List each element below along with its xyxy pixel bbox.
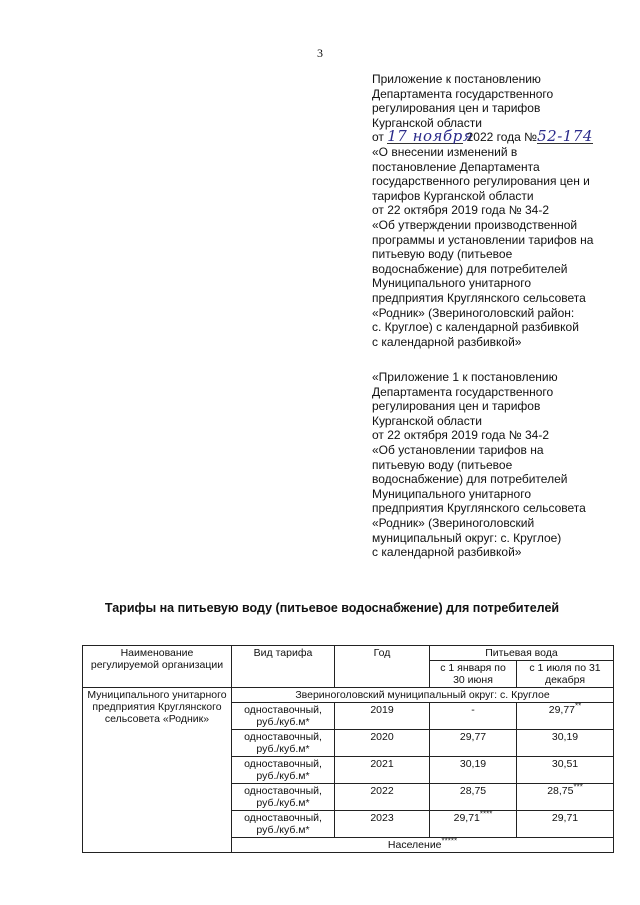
appendix-line: Департамента государственного <box>372 86 554 101</box>
header-tariff-kind: Вид тарифа <box>232 646 335 688</box>
appendix-line: Курганской области <box>372 413 482 428</box>
date-prefix: от <box>372 130 384 145</box>
header-second-half: с 1 июля по 31 декабря <box>517 661 614 688</box>
appendix-line: муниципальный округ: с. Круглое) <box>372 530 562 545</box>
appendix-line: «Родник» (Звериноголовский район: <box>372 305 575 320</box>
second-half-cell: 30,51 <box>517 757 614 784</box>
year-cell: 2020 <box>335 730 430 757</box>
appendix-line: «Родник» (Звериноголовский <box>372 515 535 530</box>
tariff-kind-cell: одноставочный, руб./куб.м* <box>232 811 335 838</box>
tariff-kind-cell: одноставочный, руб./куб.м* <box>232 703 335 730</box>
decree-date-line <box>372 127 634 146</box>
population-cell <box>232 838 614 853</box>
appendix-line: водоснабжение) для потребителей <box>372 261 568 276</box>
appendix-line: водоснабжение) для потребителей <box>372 472 568 487</box>
second-half-cell <box>517 784 614 811</box>
year-cell: 2019 <box>335 703 430 730</box>
handwritten-number: 52-174 <box>537 127 593 146</box>
appendix-line: государственного регулирования цен и <box>372 174 590 189</box>
appendix-line: программы и установлении тарифов на <box>372 232 594 247</box>
appendix-line: «Об утверждении производственной <box>372 217 578 232</box>
appendix-line: с. Круглое) с календарной разбивкой <box>372 320 579 335</box>
area-cell: Звериноголовский муниципальный округ: с. Круглое <box>232 688 614 703</box>
appendix-line: от 22 октября 2019 года № 34-2 <box>372 203 550 218</box>
header-org: Наименование регулируемой организации <box>83 646 232 688</box>
first-half-cell: 30,19 <box>430 757 517 784</box>
value: 28,75 <box>547 785 574 797</box>
appendix-line: Муниципального унитарного <box>372 486 532 501</box>
second-half-cell: 30,19 <box>517 730 614 757</box>
appendix-line: постановление Департамента <box>372 159 540 174</box>
appendix-header-1 <box>372 72 634 349</box>
appendix-line: тарифов Курганской области <box>372 188 534 203</box>
appendix-line: регулирования цен и тарифов <box>372 101 541 116</box>
handwritten-date: 17 ноября <box>387 127 474 146</box>
footnote-mark: ** <box>575 701 582 711</box>
document-title: Тарифы на питьевую воду (питьевое водоснабжение) для потребителей <box>104 601 560 615</box>
first-half-cell <box>430 811 517 838</box>
appendix-line: Курганской области <box>372 115 482 130</box>
appendix-line: «Приложение 1 к постановлению <box>372 370 558 384</box>
second-half-cell: 29,71 <box>517 811 614 838</box>
tariffs-table <box>82 645 614 853</box>
tariff-kind-cell: одноставочный, руб./куб.м* <box>232 757 335 784</box>
appendix-line: Приложение к постановлению <box>372 72 541 86</box>
footnote-mark: **** <box>479 809 493 819</box>
appendix-line: питьевую воду (питьевое <box>372 457 513 472</box>
second-half-cell <box>517 703 614 730</box>
appendix-line: питьевую воду (питьевое <box>372 247 513 262</box>
value: 29,77 <box>548 704 576 716</box>
table-header-row <box>83 646 614 661</box>
date-suffix: 2022 года № <box>466 130 538 145</box>
appendix-line: «Об установлении тарифов на <box>372 442 544 457</box>
appendix-header-2 <box>372 370 634 560</box>
tariff-kind-cell: одноставочный, руб./куб.м* <box>232 784 335 811</box>
population-label: Население <box>387 839 442 851</box>
appendix-line: Департамента государственного <box>372 384 554 399</box>
first-half-cell: - <box>430 703 517 730</box>
appendix-line: от 22 октября 2019 года № 34-2 <box>372 428 550 443</box>
header-first-half: с 1 января по 30 июня <box>430 661 517 688</box>
appendix-line: с календарной разбивкой» <box>372 334 522 349</box>
header-year: Год <box>335 646 430 688</box>
table-row <box>83 688 614 703</box>
footnote-mark: *** <box>573 782 583 792</box>
appendix-line: регулирования цен и тарифов <box>372 399 541 414</box>
footnote-mark: ***** <box>441 836 458 846</box>
appendix-line: предприятия Круглянского сельсовета <box>372 290 586 305</box>
value: 29,71 <box>453 812 480 824</box>
appendix-line: с календарной разбивкой» <box>372 545 522 560</box>
tariff-kind-cell: одноставочный, руб./куб.м* <box>232 730 335 757</box>
first-half-cell: 28,75 <box>430 784 517 811</box>
year-cell: 2023 <box>335 811 430 838</box>
org-name-cell: Муниципального унитарного предприятия Круглянского сельсовета «Родник» <box>83 688 232 853</box>
header-drinking-water: Питьевая вода <box>430 646 614 661</box>
page-number: 3 <box>317 46 323 60</box>
first-half-cell: 29,77 <box>430 730 517 757</box>
appendix-line: Муниципального унитарного <box>372 276 532 291</box>
appendix-line: предприятия Круглянского сельсовета <box>372 501 586 516</box>
year-cell: 2022 <box>335 784 430 811</box>
appendix-line: «О внесении изменений в <box>372 144 518 159</box>
year-cell: 2021 <box>335 757 430 784</box>
